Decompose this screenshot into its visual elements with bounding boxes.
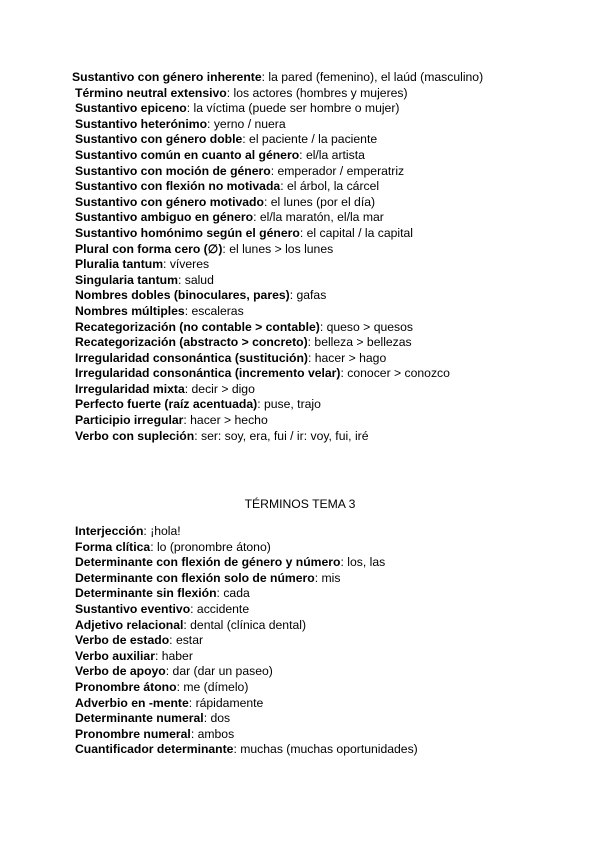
term-entry [75, 602, 418, 618]
term-separator: : [270, 163, 278, 178]
term-entry [75, 101, 483, 117]
term-entry [75, 649, 418, 665]
term-name: Adverbio en -mente [75, 695, 189, 710]
term-separator: : [289, 288, 297, 303]
term-separator: : [233, 742, 241, 757]
term-separator: : [183, 413, 191, 428]
term-entry [75, 117, 483, 133]
term-separator: : [190, 726, 198, 741]
term-name: Sustantivo eventivo [75, 601, 191, 616]
term-example: puse, trajo [263, 397, 321, 412]
term-entry [75, 571, 418, 587]
term-separator: : [263, 194, 271, 209]
term-separator: : [188, 695, 196, 710]
term-name: Sustantivo común en cuanto al género [75, 147, 300, 162]
section-heading-text: TÉRMINOS TEMA 3 [244, 497, 356, 511]
term-name: Sustantivo homónimo según el género [75, 225, 300, 240]
term-separator: : [190, 601, 197, 616]
term-separator: : [183, 617, 191, 632]
term-separator: : [242, 132, 250, 147]
term-example: emperador / emperatriz [277, 163, 405, 178]
term-name: Determinante con flexión solo de número [75, 570, 315, 585]
term-example: conocer > conozco [347, 366, 450, 381]
term-separator: : [154, 648, 162, 663]
term-separator: : [222, 241, 230, 256]
term-example: los, las [347, 555, 386, 570]
term-name: Adjetivo relacional [75, 617, 184, 632]
term-name: Sustantivo con género inherente [72, 70, 262, 84]
term-separator: : [184, 303, 192, 318]
term-example: belleza > bellezas [314, 335, 412, 350]
term-example: el lunes > los lunes [229, 241, 334, 256]
term-separator: : [176, 679, 184, 694]
term-example: víveres [169, 257, 210, 272]
term-example: estar [175, 633, 204, 648]
term-separator: : [216, 586, 224, 601]
terms-list-1 [72, 70, 484, 444]
term-example: el/la maratón, el/la mar [259, 210, 384, 225]
term-name: Determinante numeral [75, 711, 204, 726]
term-entry [75, 618, 418, 634]
term-example: dental (clínica dental) [190, 617, 307, 632]
term-name: Verbo con supleción [75, 428, 195, 443]
term-example: la pared (femenino), el laúd (masculino) [268, 70, 484, 84]
term-entry [75, 148, 483, 164]
term-name: Recategorización (abstracto > concreto) [75, 335, 308, 350]
term-entry [75, 210, 483, 226]
term-example: me (dímelo) [183, 679, 249, 694]
term-separator: : [186, 101, 194, 116]
term-name: Perfecto fuerte (raíz acentuada) [75, 397, 258, 412]
term-separator: : [340, 366, 348, 381]
term-name: Pronombre numeral [75, 726, 191, 741]
term-example: accidente [196, 601, 250, 616]
term-entry [72, 70, 483, 86]
term-separator: : [177, 272, 185, 287]
term-entry [75, 680, 418, 696]
term-entry [75, 524, 418, 540]
term-separator: : [143, 524, 151, 538]
term-name: Término neutral extensivo [75, 85, 227, 100]
term-example: yerno / nuera [213, 116, 286, 131]
section-heading [0, 497, 600, 513]
term-name: Sustantivo heterónimo [75, 116, 208, 131]
term-example: mis [321, 570, 341, 585]
term-example: dar (dar un paseo) [172, 664, 273, 679]
term-separator: : [203, 711, 211, 726]
term-entry [75, 351, 483, 367]
term-example: los actores (hombres y mujeres) [233, 85, 408, 100]
term-separator: : [253, 210, 260, 225]
term-separator: : [299, 147, 306, 162]
term-entry [75, 273, 483, 289]
term-separator: : [280, 179, 287, 194]
term-name: Sustantivo con género doble [75, 132, 243, 147]
term-name: Sustantivo ambiguo en género [75, 210, 254, 225]
term-entry [75, 86, 483, 102]
term-example: hacer > hago [314, 350, 387, 365]
term-separator: : [226, 85, 234, 100]
term-entry [75, 696, 418, 712]
term-example: queso > quesos [326, 319, 413, 334]
term-name: Nombres múltiples [75, 303, 185, 318]
term-name: Participio irregular [75, 413, 184, 428]
term-entry [75, 555, 418, 571]
term-example: el/la artista [305, 147, 365, 162]
term-name: Pluralia tantum [75, 257, 164, 272]
term-name: Forma clítica [75, 539, 151, 554]
term-entry [75, 586, 418, 602]
term-entry [75, 413, 483, 429]
term-name: Recategorización (no contable > contable) [75, 319, 320, 334]
term-example: decir > digo [191, 381, 255, 396]
term-separator: : [307, 335, 315, 350]
term-entry [75, 429, 483, 445]
term-entry [75, 132, 483, 148]
term-entry [75, 727, 418, 743]
term-name: Nombres dobles (binoculares, pares) [75, 288, 290, 303]
term-entry [75, 195, 483, 211]
term-separator: : [150, 539, 157, 554]
term-entry [75, 242, 483, 258]
term-separator: : [165, 664, 173, 679]
term-example: salud [184, 272, 214, 287]
term-entry [75, 664, 418, 680]
terms-list-2 [75, 524, 418, 758]
term-separator: : [319, 319, 327, 334]
term-separator: : [184, 381, 192, 396]
term-name: Pronombre átono [75, 679, 177, 694]
term-entry [75, 540, 418, 556]
term-name: Irregularidad consonántica (sustitución) [75, 350, 308, 365]
term-example: ser: soy, era, fui / ir: voy, fui, iré [200, 428, 369, 443]
term-separator: : [340, 555, 348, 570]
term-separator: : [207, 116, 214, 131]
term-example: hacer > hecho [190, 413, 268, 428]
term-separator: : [307, 350, 315, 365]
term-example: lo (pronombre átono) [156, 539, 271, 554]
term-entry [75, 711, 418, 727]
term-example: ambos [197, 726, 235, 741]
term-example: el lunes (por el día) [270, 194, 376, 209]
term-separator: : [169, 633, 176, 648]
term-name: Verbo auxiliar [75, 648, 155, 663]
term-example: escaleras [191, 303, 244, 318]
term-entry [75, 397, 483, 413]
term-entry [75, 633, 418, 649]
term-name: Cuantificador determinante [75, 742, 234, 757]
term-example: ¡hola! [150, 524, 181, 538]
term-name: Sustantivo con género motivado [75, 194, 264, 209]
term-name: Sustantivo con flexión no motivada [75, 179, 281, 194]
term-entry [75, 320, 483, 336]
term-entry [75, 304, 483, 320]
term-name: Determinante sin flexión [75, 586, 217, 601]
term-separator: : [299, 225, 307, 240]
term-entry [75, 257, 483, 273]
term-name: Interjección [75, 524, 144, 538]
term-example: gafas [296, 288, 327, 303]
term-example: la víctima (puede ser hombre o mujer) [193, 101, 400, 116]
term-entry [75, 164, 483, 180]
term-example: haber [161, 648, 193, 663]
term-example: rápidamente [195, 695, 264, 710]
term-name: Verbo de apoyo [75, 664, 166, 679]
term-separator: : [194, 428, 201, 443]
term-separator: : [314, 570, 322, 585]
term-separator: : [261, 70, 269, 84]
term-name: Irregularidad mixta [75, 381, 185, 396]
term-name: Sustantivo con moción de género [75, 163, 271, 178]
term-separator: : [257, 397, 264, 412]
term-example: el capital / la capital [306, 225, 413, 240]
term-name: Determinante con flexión de género y número [75, 555, 341, 570]
term-example: cada [223, 586, 250, 601]
term-example: el paciente / la paciente [249, 132, 378, 147]
term-name: Singularia tantum [75, 272, 178, 287]
term-entry [75, 382, 483, 398]
term-example: muchas (muchas oportunidades) [240, 742, 418, 757]
term-example: el árbol, la cárcel [286, 179, 380, 194]
term-name: Plural con forma cero (∅) [75, 241, 223, 256]
term-entry [75, 226, 483, 242]
term-name: Irregularidad consonántica (incremento velar) [75, 366, 341, 381]
term-name: Verbo de estado [75, 633, 170, 648]
term-name: Sustantivo epiceno [75, 101, 187, 116]
term-entry [75, 335, 483, 351]
term-example: dos [210, 711, 231, 726]
term-entry [75, 366, 483, 382]
term-entry [75, 179, 483, 195]
term-separator: : [163, 257, 170, 272]
term-entry [75, 742, 418, 758]
term-entry [75, 288, 483, 304]
